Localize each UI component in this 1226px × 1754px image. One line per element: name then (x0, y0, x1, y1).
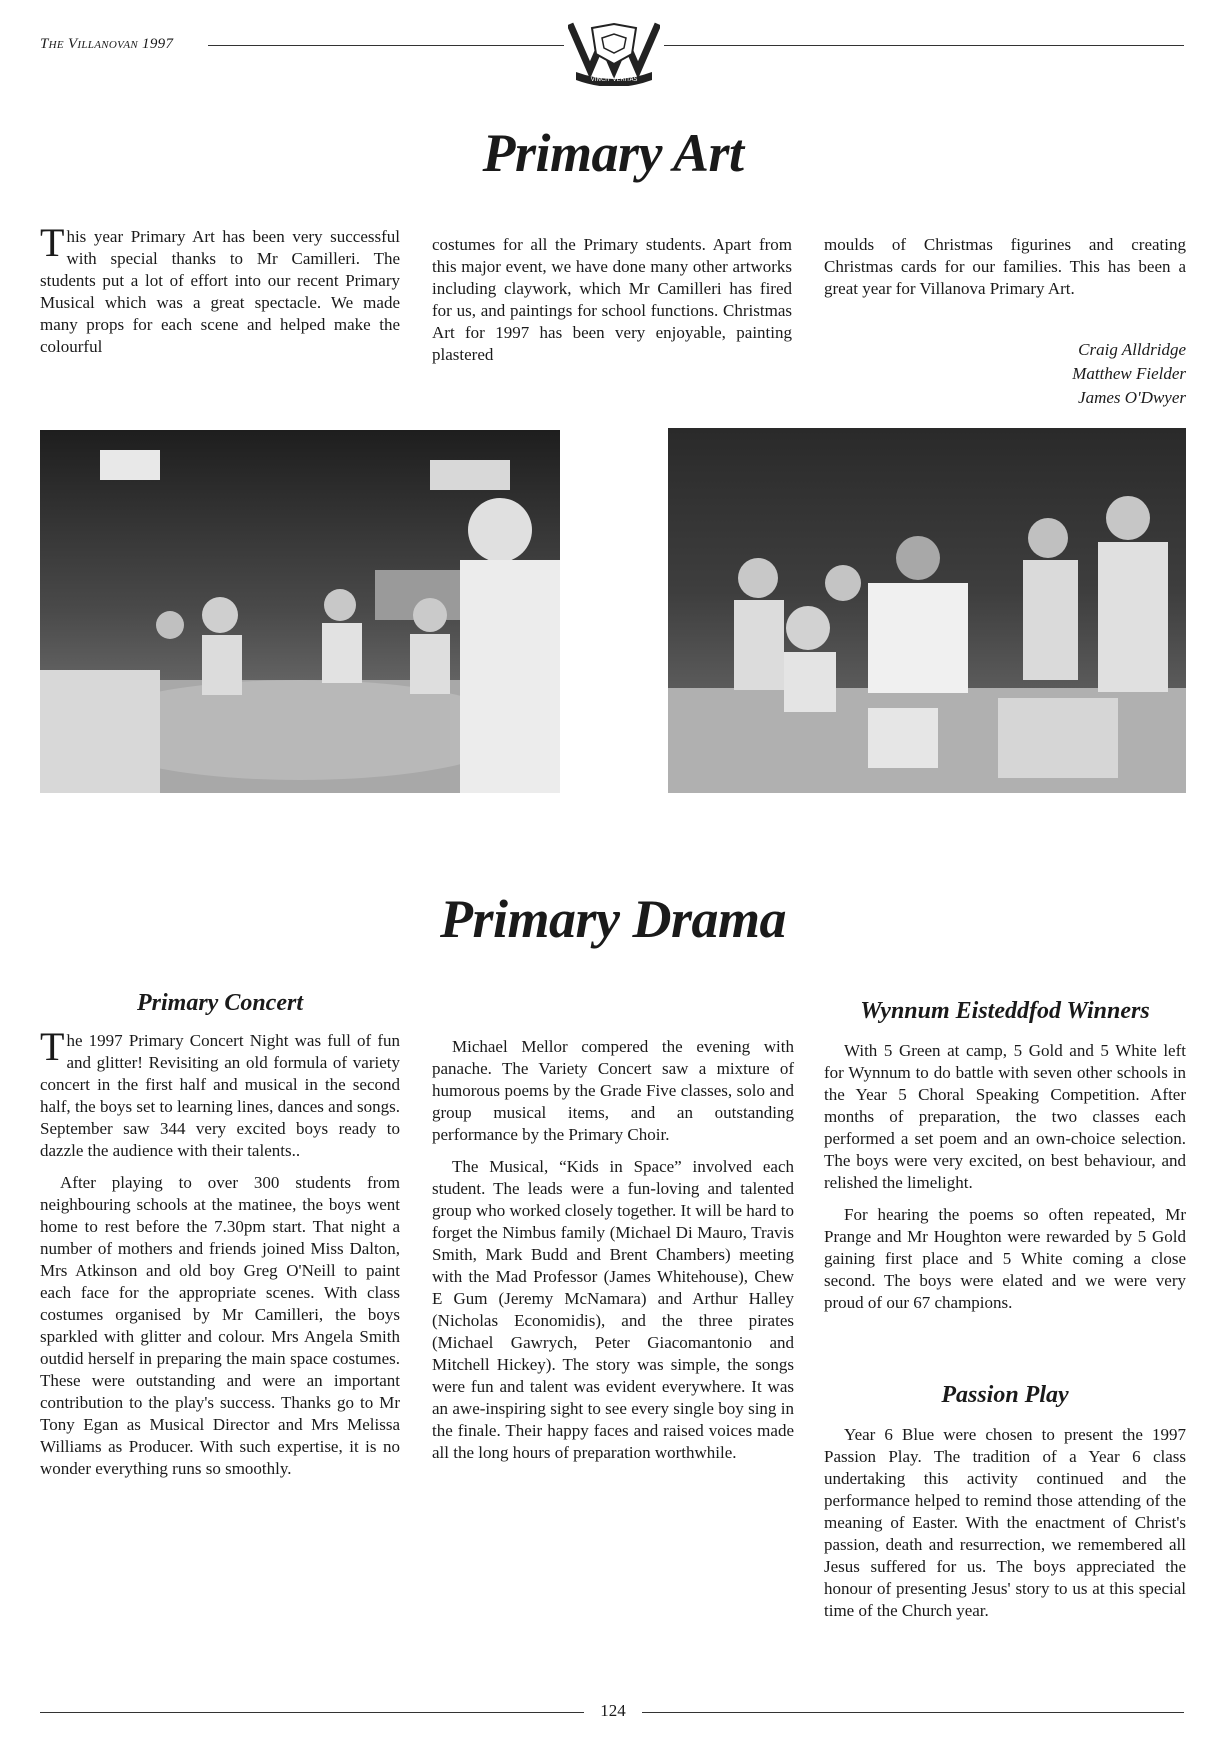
footer-rule-right (642, 1712, 1184, 1713)
running-head-year: 1997 (142, 36, 174, 52)
author-name: Matthew Fielder (1072, 364, 1186, 383)
art-text-1: his year Primary Art has been very successful with special thanks to Mr Camilleri. The students put a lot of effort into our recent Primary Musical which was a great spectacle. We made many props for each scene and helped make the colourful (40, 227, 400, 356)
art-authors (824, 338, 1186, 410)
passion-heading: Passion Play (941, 1382, 1069, 1408)
art-column-3 (824, 234, 1186, 310)
concert-text-1: he 1997 Primary Concert Night was full of fun and glitter! Revisiting an old formula of variety concert in the first half and musical in the second half, the boys set to learning lines, dances and songs. September saw 344 very excited boys ready to dazzle the audience with their talents.. (40, 1031, 400, 1160)
footer-rule-left (40, 1712, 584, 1713)
drama-middle-column (432, 1036, 794, 1474)
passion-column (824, 1424, 1186, 1632)
concert-dropcap: T (40, 1024, 65, 1069)
eisteddfod-column (824, 1040, 1186, 1324)
logo-motto: VINCIT VERITAS (590, 76, 638, 83)
concert-heading: Primary Concert (137, 990, 303, 1016)
art-classroom-photo-left (40, 430, 560, 793)
author-name: James O'Dwyer (1078, 388, 1186, 407)
school-crest-logo (568, 20, 660, 86)
eisteddfod-text-1: With 5 Green at camp, 5 Gold and 5 White left for Wynnum to do battle with seven other schools in the Year 5 Choral Speaking Competition. After months of preparation, the two classes each performed a set poem and an own-choice selection. The boys were very excited, on best behaviour, and relished the limelight. (824, 1041, 1186, 1192)
art-text-3: moulds of Christmas figurines and creating Christmas cards for our families. This has been a great year for Villanova Primary Art. (824, 235, 1186, 298)
eisteddfod-text-2: For hearing the poems so often repeated, Mr Prange and Mr Houghton were rewarded by 5 Gold gaining first place and 5 White coming a close second. The boys were elated and we were very proud of our 67 champions. (824, 1205, 1186, 1312)
art-title: Primary Art (482, 123, 744, 183)
running-head (40, 36, 173, 53)
drama-middle-text-1: Michael Mellor compered the evening with panache. The Variety Concert saw a mixture of humorous poems by the Grade Five classes, solo and group musical items, and an outstanding performance by the Primary Choir. (432, 1037, 794, 1144)
drama-middle-text-2: The Musical, “Kids in Space” involved each student. The leads were a fun-loving and talented group who worked closely together. It will be hard to forget the Nimbus family (Michael Di Mauro, Travis Smith, Mark Budd and Brent Chambers) meeting with the Mad Professor (James Whitehouse), Chew E Gum (Jeremy McNamara) and Arthur Halley (Nicholas Economidis), and the three pirates (Michael Gawrych, Peter Giacomantonio and Mitchell Hickey). The story was simple, the songs were fun and talent was evident everywhere. It was an awe-inspiring sight to see every single boy sing in the finale. Their happy faces and raised voices made all the long hours of preparation worthwhile. (432, 1157, 794, 1462)
eisteddfod-heading: Wynnum Eisteddfod Winners (860, 998, 1150, 1024)
concert-text-2: After playing to over 300 students from neighbouring schools at the matinee, the boys went home to rest before the 7.30pm start. That night a number of mothers and friends joined Miss Dalton, Mrs Atkinson and old boy Greg O'Neill to paint each face for the appropriate scenes. With class costumes organised by Mr Camilleri, the boys sparkled with glitter and colour. Mrs Angela Smith outdid herself in preparing the main space costumes. These were outstanding and were an important contribution to the play's success. Thanks go to Mr Tony Egan as Musical Director and Mrs Melissa Williams as Producer. With such expertise, it is no wonder everything runs so smoothly. (40, 1173, 400, 1478)
art-column-2 (432, 234, 792, 376)
header-rule-right (664, 45, 1184, 46)
art-classroom-photo-right (668, 428, 1186, 793)
page-number: 124 (600, 1701, 626, 1720)
passion-text-1: Year 6 Blue were chosen to present the 1997 Passion Play. The tradition of a Year 6 class undertaking this activity continued and the performance helped to remind those attending of the meaning of Easter. With the enactment of Christ's passion, death and resurrection, we remembered all Jesus suffered for us. The boys appreciated the honour of presenting Jesus' story to us at this special time of the Church year. (824, 1425, 1186, 1620)
author-name: Craig Alldridge (1078, 340, 1186, 359)
art-column-1 (40, 220, 400, 368)
running-head-title: The Villanovan (40, 36, 138, 52)
header-rule-left (208, 45, 564, 46)
art-text-2: costumes for all the Primary students. Apart from this major event, we have done many other artworks including claywork, which Mr Camilleri has fired for us, and paintings for school functions. Christmas Art for 1997 has been very enjoyable, painting plastered (432, 235, 792, 364)
art-dropcap: T (40, 220, 65, 265)
concert-column (40, 1024, 400, 1490)
drama-title: Primary Drama (439, 889, 786, 949)
